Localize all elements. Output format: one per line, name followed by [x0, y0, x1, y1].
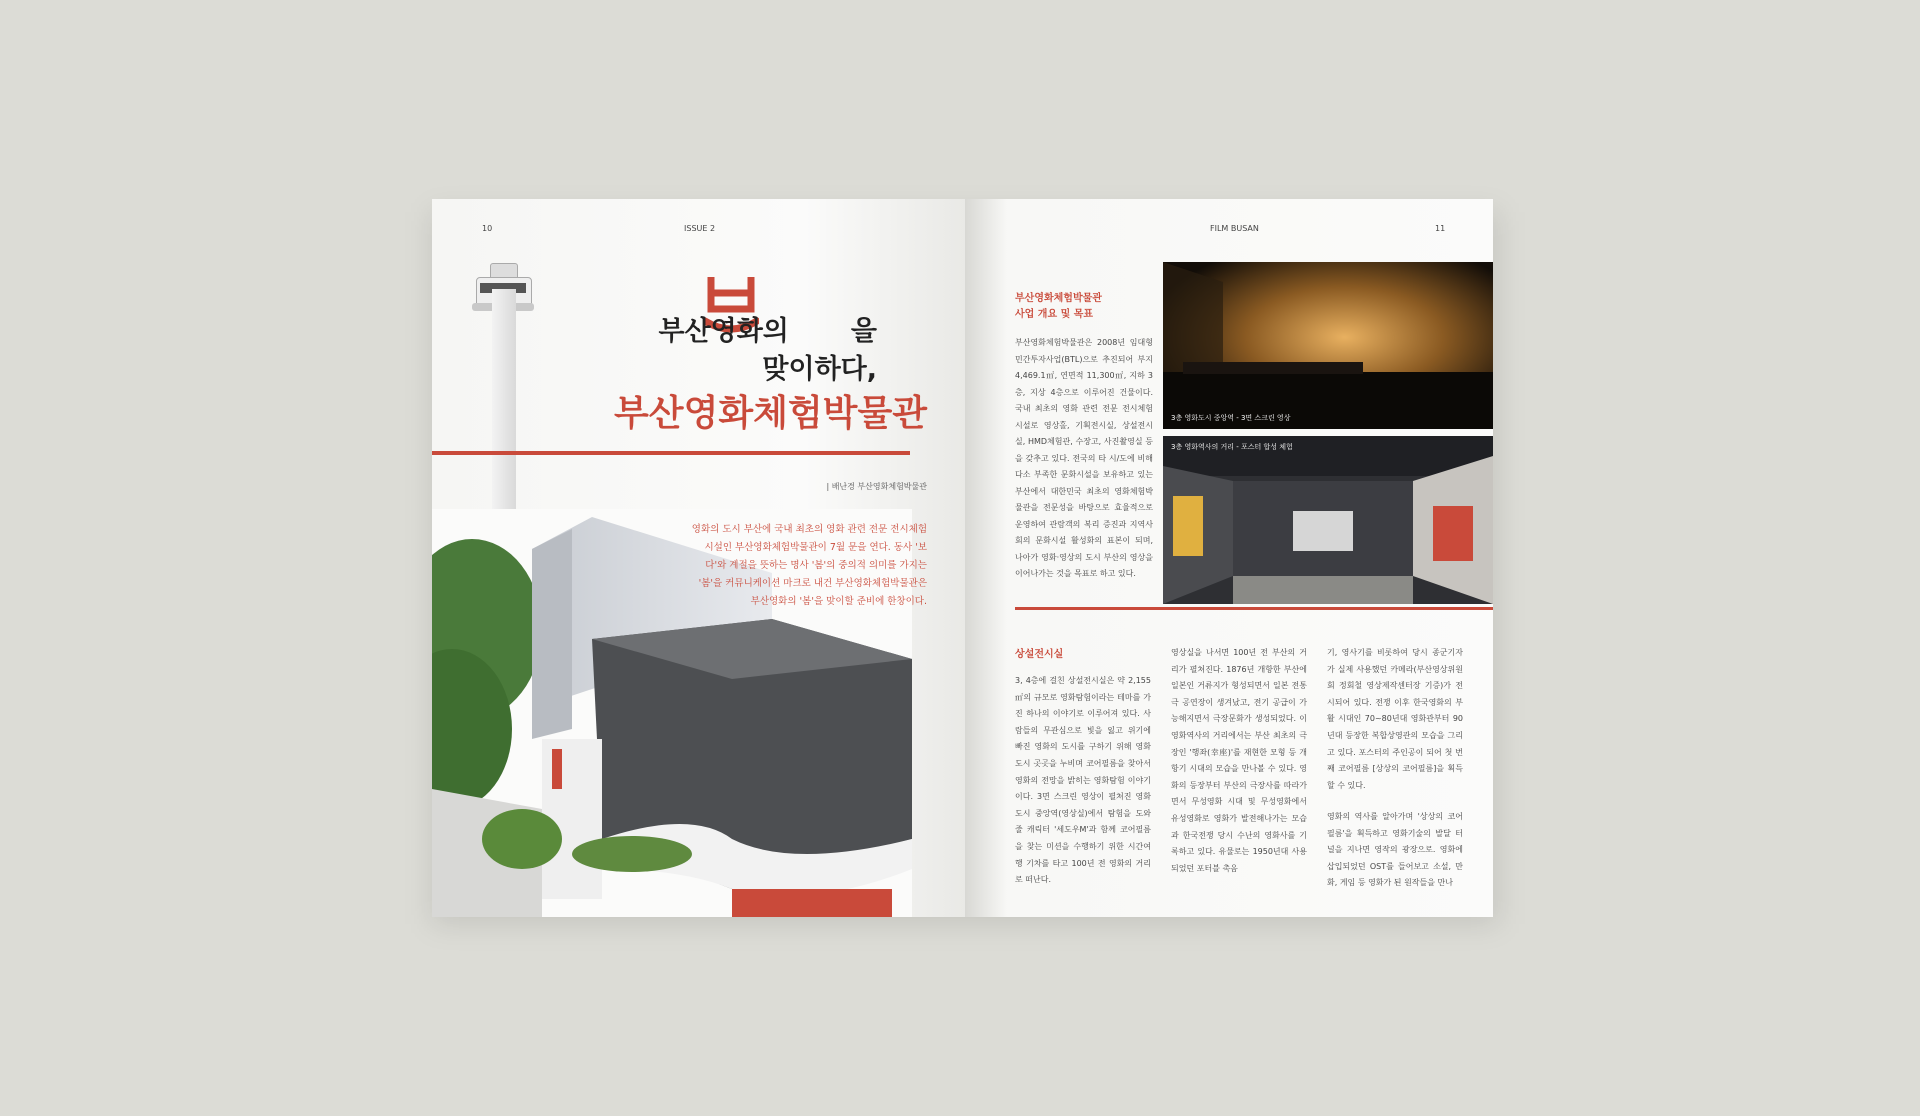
- title-line-1: 부산영화의 을: [658, 316, 877, 347]
- byline: | 배난경 부산영화체험박물관: [826, 482, 927, 491]
- folio-number-right: 11: [1435, 224, 1446, 233]
- folio-number: 10: [482, 224, 493, 233]
- intro-body: 부산영화체험박물관은 2008년 임대형 민간투자사업(BTL)으로 추진되어 부지 4,469.1㎡, 연면적 11,300㎡, 지하 3층, 지상 4층으로 이루어진 건물이다. 국내 최초의 영화 관련 전문 전시체험 시설로 영상홀, 기획전시실, 상설전시실, HMD체험관, 수장고, 사진촬영실 등을 갖추고 있다. 전국의 타 시/도에 비해 다소 부족한 문화시설을 보유하고 있는 부산에서 대한민국 최초의 영화체험박물관을 전문성을 바탕으로 효율적으로 운영하여 관람객의 복리 증진과 지역사회의 문화시설 활성화의 표본이 되며, 나아가 영화·영상의 도시 부산의 영상을 이어나가는 것을 목표로 하고 있다.: [1015, 338, 1153, 578]
- title-line-2: 맞이하다,: [762, 354, 877, 385]
- lede-text: 영화의 도시 부산에 국내 최초의 영화 관련 전문 전시체험 시설인 부산영화체험박물관이 7월 문을 연다. 동사 '보다'와 계절을 뜻하는 명사 '봄'의 중의적 의미를 가지는 '봄'을 커뮤니케이션 마크로 내건 부산영화체험박물관은 부산영화의 '봄'을 맞이할 준비에 한창이다.: [691, 524, 927, 607]
- caption-bottom: 3층 영화역사의 거리 - 포스터 합성 체험: [1171, 443, 1293, 451]
- section-rule: [1015, 607, 1493, 610]
- section-heading: 상설전시실: [1015, 649, 1064, 660]
- left-page: [432, 199, 965, 917]
- theater-photo: [1163, 262, 1493, 429]
- body-column-3a: 기, 영사기를 비롯하여 당시 종군기자가 실제 사용했던 카메라(부산영상위원회 정회철 영상제작센터장 기증)가 전시되어 있다. 전쟁 이후 한국영화의 부활 시대인 70~80년대 영화관부터 90년대 등장한 복합상영관의 모습을 그리고 있다. 포스터의 주인공이 되어 첫 번째 코어필름 [상상의 코어필름]을 획득할 수 있다.: [1327, 648, 1463, 790]
- title-line-3: 부산영화체험박물관: [614, 393, 927, 434]
- body-column-3b: 영화의 역사를 알아가며 '상상의 코어필름'을 획득하고 영화기술의 발달 터널을 지나면 영작의 광장으로. 영화에 삽입되었던 OST를 들어보고 소설, 만화, 게임 등 영화가 된 원작들을 만나: [1327, 812, 1463, 888]
- right-page: [965, 199, 1493, 917]
- body-column-2: 영상실을 나서면 100년 전 부산의 거리가 펼쳐진다. 1876년 개항한 부산에 일본인 거류지가 형성되면서 일본 전통극 공연장이 생겨났고, 전기 공급이 가능해지면서 극장문화가 생성되었다. 이 영화역사의 거리에서는 부산 최초의 극장인 '행좌(幸座)'를 재현한 모형 등 개항기 시대의 모습을 만나볼 수 있다. 영화의 등장부터 부산의 극장사를 따라가면서 무성영화 시대 및 무성영화에서 유성영화로 영화가 발전해나가는 모습과 한국전쟁 당시 수난의 영화사를 기록하고 있다. 유물로는 1950년대 사용되었던 포터블 촉음: [1171, 648, 1307, 873]
- exhibit-hall-photo: [1163, 436, 1493, 604]
- folio-issue: ISSUE 2: [684, 224, 716, 233]
- title-rule: [432, 451, 910, 455]
- caption-top: 3층 영화도시 중앙역 - 3면 스크린 영상: [1171, 414, 1291, 422]
- folio-name: FILM BUSAN: [1210, 224, 1259, 233]
- body-column-1: 3, 4층에 걸친 상설전시실은 약 2,155㎡의 규모로 영화탐험이라는 테마를 가진 하나의 이야기로 이루어져 있다. 사람들의 무관심으로 빛을 잃고 위기에 빠진 영화의 도시를 구하기 위해 영화도시 곳곳을 누비며 코어필름을 찾아서 영화의 전망을 밝히는 영화탐험 이야기이다. 3면 스크린 영상이 펼쳐진 영화도시 중앙역(영상실)에서 탐험을 도와줄 캐릭터 '세도우M'과 함께 코어필름을 찾는 미션을 수행하기 위한 시간여행 기차를 타고 100년 전 영화의 거리로 떠난다.: [1015, 676, 1151, 885]
- sub-heading: 부산영화체험박물관 사업 개요 및 목표: [1015, 293, 1102, 320]
